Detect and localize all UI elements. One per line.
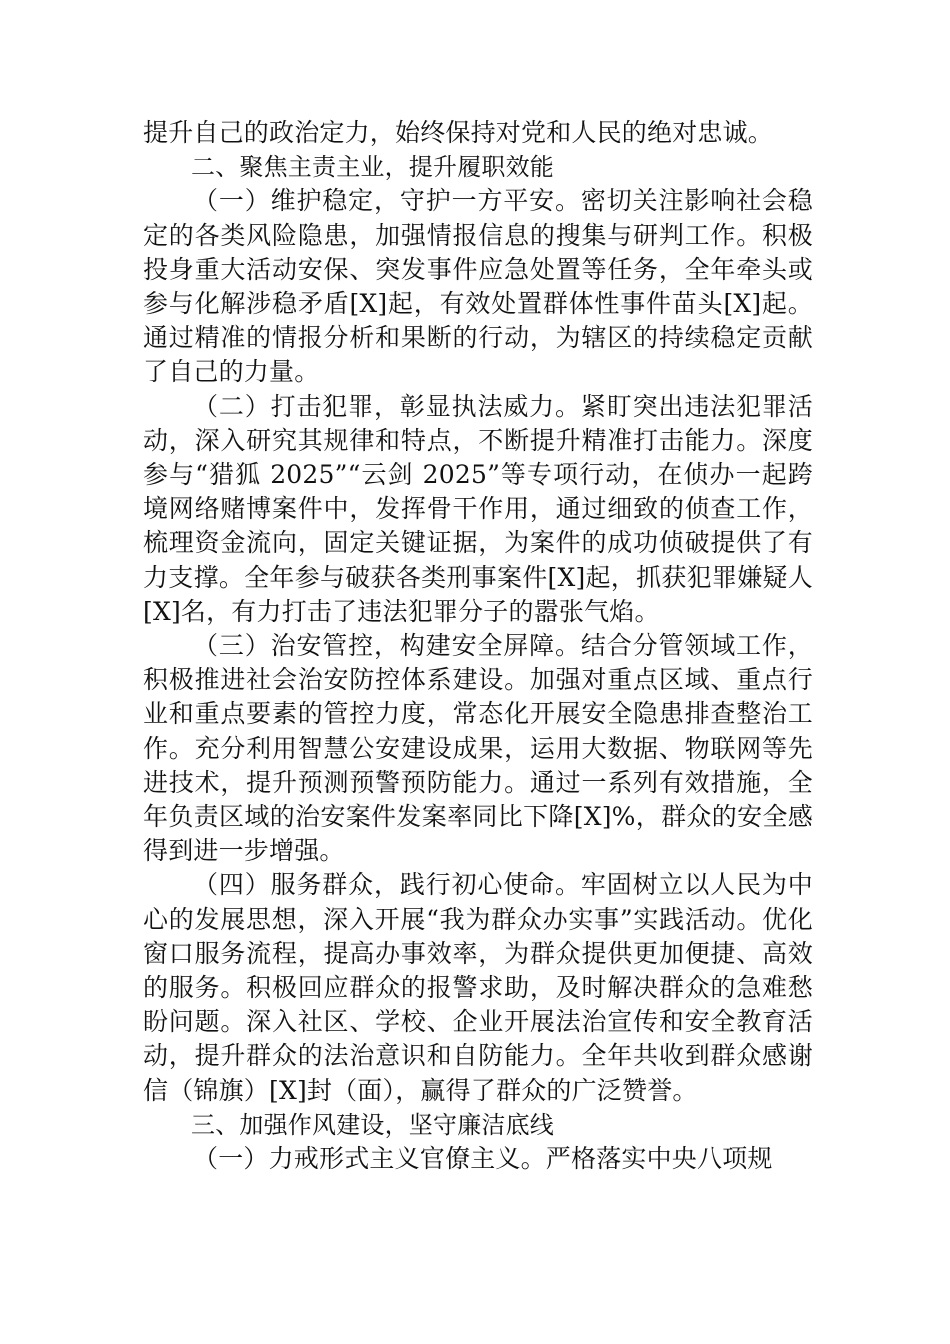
document-body bbox=[143, 116, 813, 1176]
paragraph-continuation: 提升自己的政治定力，始终保持对党和人民的绝对忠诚。 bbox=[143, 118, 774, 147]
paragraph-serve-people: （四）服务群众，践行初心使命。牢固树立以人民为中心的发展思想，深入开展“我为群众办实事”实践活动。优化窗口服务流程，提高办事效率，为群众提供更加便捷、高效的服务。积极回应群众的报警求助，及时解决群众的急难愁盼问题。深入社区、学校、企业开展法治宣传和安全教育活动，提升群众的法治意识和自防能力。全年共收到群众感谢信（锦旗）[X]封（面），赢得了群众的广泛赞誉。 bbox=[143, 870, 813, 1105]
section-heading-three: 三、加强作风建设，坚守廉洁底线 bbox=[191, 1110, 554, 1139]
paragraph-maintain-stability: （一）维护稳定，守护一方平安。密切关注影响社会稳定的各类风险隐患，加强情报信息的搜集与研判工作。积极投身重大活动安保、突发事件应急处置等任务，全年牵头或参与化解涉稳矛盾[X]起，有效处置群体性事件苗头[X]起。通过精准的情报分析和果断的行动，为辖区的持续稳定贡献了自己的力量。 bbox=[143, 186, 813, 387]
section-heading-two: 二、聚焦主责主业，提升履职效能 bbox=[191, 153, 554, 182]
paragraph-public-security: （三）治安管控，构建安全屏障。结合分管领域工作，积极推进社会治安防控体系建设。加强对重点区域、重点行业和重点要素的管控力度，常态化开展安全隐患排查整治工作。充分利用智慧公安建设成果，运用大数据、物联网等先进技术，提升预测预警预防能力。通过一系列有效措施，全年负责区域的治安案件发案率同比下降[X]%，群众的安全感得到进一步增强。 bbox=[143, 631, 813, 866]
paragraph-fight-crime: （二）打击犯罪，彰显执法威力。紧盯突出违法犯罪活动，深入研究其规律和特点，不断提升精准打击能力。深度参与“猎狐 2025”“云剑 2025”等专项行动，在侦办一起跨境网络赌博案件中，发挥骨干作用，通过细致的侦查工作，梳理资金流向，固定关键证据，为案件的成功侦破提供了有力支撑。全年参与破获各类刑事案件[X]起，抓获犯罪嫌疑人[X]名，有力打击了违法犯罪分子的嚣张气焰。 bbox=[143, 391, 813, 626]
paragraph-formalism: （一）力戒形式主义官僚主义。严格落实中央八项规 bbox=[193, 1144, 773, 1174]
